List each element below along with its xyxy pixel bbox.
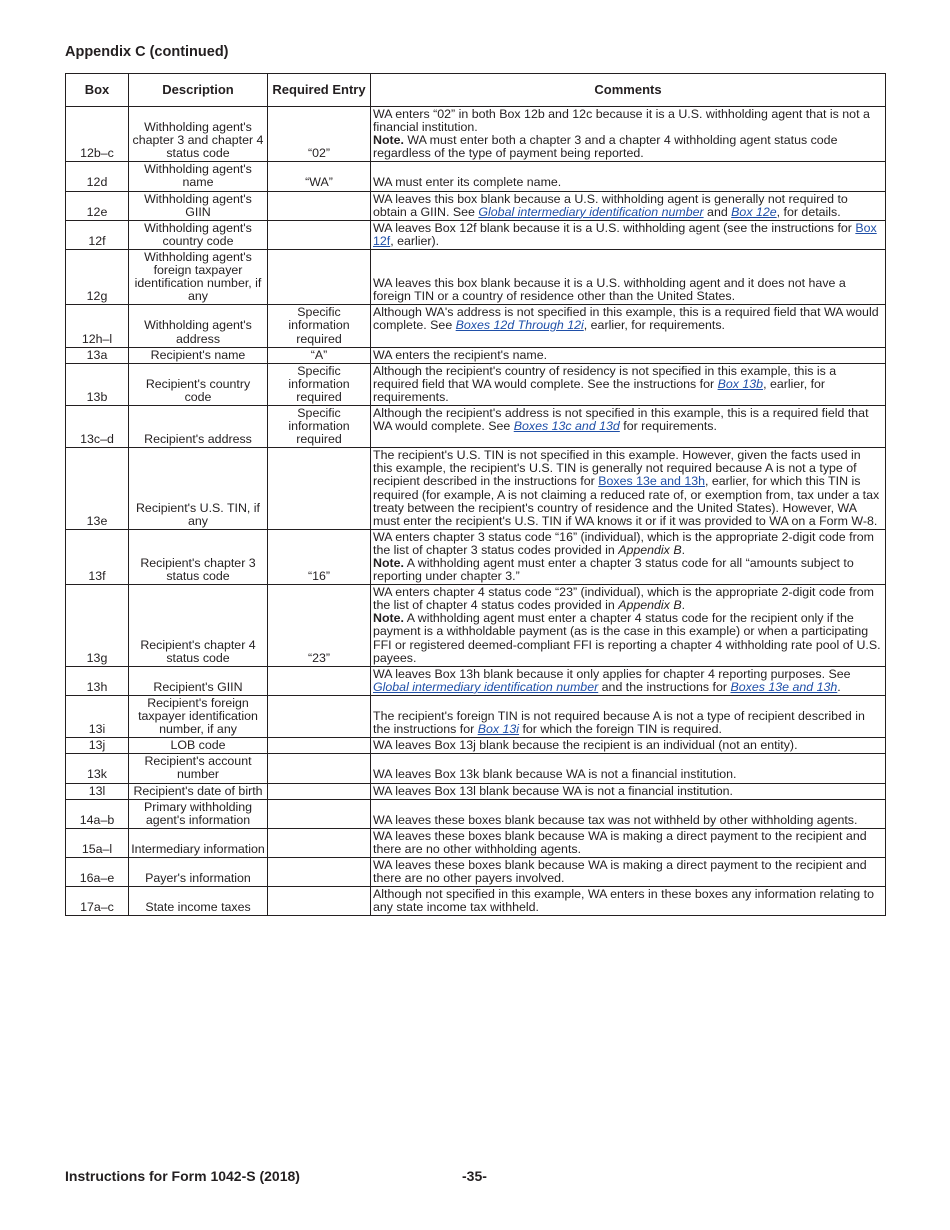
comment-text: WA leaves Box 13k blank because WA is not a financial institution. bbox=[373, 767, 737, 782]
description-cell: Recipient's account number bbox=[129, 754, 268, 783]
comment-cell bbox=[371, 347, 886, 363]
table-row bbox=[66, 220, 886, 249]
box-cell: 12g bbox=[66, 249, 129, 304]
comment-cell bbox=[371, 220, 886, 249]
required-entry-cell bbox=[268, 799, 371, 828]
comment-text: , earlier, for requirements. bbox=[583, 318, 725, 333]
description-cell: Recipient's country code bbox=[129, 363, 268, 405]
comment-cell bbox=[371, 585, 886, 667]
comment-text: WA enters the recipient's name. bbox=[373, 347, 548, 362]
comment-cell bbox=[371, 363, 886, 405]
box-cell: 16a–e bbox=[66, 857, 129, 886]
comment-text: WA leaves these boxes blank because WA is making a direct payment to the recipient and there are no other payers involved. bbox=[373, 857, 867, 886]
comment-text: WA must enter its complete name. bbox=[373, 175, 562, 190]
required-entry-cell: Specific information required bbox=[268, 305, 371, 347]
required-entry-cell bbox=[268, 754, 371, 783]
comment-text: Appendix B bbox=[618, 542, 682, 557]
comment-text: WA enters chapter 3 status code “16” (individual), which is the appropriate 2-digit code from the list of chapter 3 status codes provided in bbox=[373, 529, 874, 557]
table-row bbox=[66, 305, 886, 347]
box-cell: 13k bbox=[66, 754, 129, 783]
description-cell: Recipient's name bbox=[129, 347, 268, 363]
comment-cell bbox=[371, 799, 886, 828]
comment-text: . bbox=[681, 542, 686, 557]
comment-cell bbox=[371, 305, 886, 347]
cross-reference-link[interactable]: Box 12f bbox=[373, 220, 877, 248]
comment-cell bbox=[371, 529, 886, 584]
comment-text: WA leaves Box 12f blank because it is a U.S. withholding agent (see the instructions for bbox=[373, 220, 856, 235]
description-cell: Recipient's date of birth bbox=[129, 783, 268, 799]
required-entry-cell: Specific information required bbox=[268, 363, 371, 405]
required-entry-cell bbox=[268, 828, 371, 857]
comment-text: WA leaves Box 13h blank because it only applies for chapter 4 reporting purposes. See bbox=[373, 666, 851, 681]
table-row bbox=[66, 666, 886, 695]
table-row bbox=[66, 738, 886, 754]
required-entry-cell: “02” bbox=[268, 107, 371, 162]
table-row bbox=[66, 754, 886, 783]
required-entry-cell: Specific information required bbox=[268, 405, 371, 447]
box-cell: 13g bbox=[66, 585, 129, 667]
comment-text: and bbox=[703, 204, 732, 219]
description-cell: Withholding agent's chapter 3 and chapter 4 status code bbox=[129, 107, 268, 162]
comment-cell bbox=[371, 695, 886, 737]
required-entry-cell bbox=[268, 249, 371, 304]
required-entry-cell bbox=[268, 666, 371, 695]
description-cell: Withholding agent's GIIN bbox=[129, 191, 268, 220]
note-label: Note. bbox=[373, 611, 404, 626]
description-cell: Withholding agent's name bbox=[129, 162, 268, 191]
description-cell: Recipient's U.S. TIN, if any bbox=[129, 448, 268, 530]
table-row bbox=[66, 191, 886, 220]
box-cell: 13j bbox=[66, 738, 129, 754]
table-row bbox=[66, 405, 886, 447]
cross-reference-link[interactable]: Boxes 12d Through 12i bbox=[455, 318, 584, 333]
description-cell: Payer's information bbox=[129, 857, 268, 886]
comment-text: Although the recipient's address is not specified in this example, this is a required field that WA would complete. See bbox=[373, 405, 869, 434]
table-row bbox=[66, 799, 886, 828]
comment-text: WA enters “02” in both Box 12b and 12c because it is a U.S. withholding agent that is not a financial institution. bbox=[373, 107, 870, 135]
table-row bbox=[66, 887, 886, 916]
comment-text: , earlier). bbox=[390, 233, 440, 248]
comment-cell bbox=[371, 107, 886, 162]
description-cell: Withholding agent's country code bbox=[129, 220, 268, 249]
table-row bbox=[66, 363, 886, 405]
appendix-c-table bbox=[65, 73, 886, 916]
table-row bbox=[66, 857, 886, 886]
comment-text: Although not specified in this example, WA enters in these boxes any information relating to any state income tax withheld. bbox=[373, 887, 874, 915]
box-cell: 14a–b bbox=[66, 799, 129, 828]
comment-text: WA leaves Box 13l blank because WA is not a financial institution. bbox=[373, 783, 733, 798]
box-cell: 13f bbox=[66, 529, 129, 584]
cross-reference-link[interactable]: Box 13i bbox=[477, 722, 520, 737]
required-entry-cell bbox=[268, 857, 371, 886]
comment-text: , earlier, for which this TIN is required (for example, A is not claiming a reduced rate of, or exemption from, tax under a tax treaty between the recipient's country of residence and the United States). However, WA must enter the recipient's U.S. TIN if WA knows it or if it was provided to WA on a Form W-8. bbox=[373, 474, 880, 528]
comment-cell bbox=[371, 738, 886, 754]
description-cell: Withholding agent's foreign taxpayer identification number, if any bbox=[129, 249, 268, 304]
description-cell: Recipient's GIIN bbox=[129, 666, 268, 695]
comment-text: WA leaves these boxes blank because WA is making a direct payment to the recipient and there are no other withholding agents. bbox=[373, 828, 867, 856]
comment-text: Although the recipient's country of residency is not specified in this example, this is a required field that WA would complete. See the instructions for bbox=[373, 363, 837, 391]
description-cell: Recipient's foreign taxpayer identification number, if any bbox=[129, 695, 268, 737]
cross-reference-link[interactable]: Global intermediary identification number bbox=[478, 204, 704, 219]
comment-text: . bbox=[681, 598, 686, 613]
description-cell: Primary withholding agent's information bbox=[129, 799, 268, 828]
box-cell: 13c–d bbox=[66, 405, 129, 447]
required-entry-cell bbox=[268, 738, 371, 754]
footer-title: Instructions for Form 1042-S (2018) bbox=[65, 1168, 300, 1184]
box-cell: 12h–l bbox=[66, 305, 129, 347]
comment-text: The recipient's U.S. TIN is not specified in this example. However, given the facts used in this example, the recipient's U.S. TIN is generally not required because A is not a type of recipient described in the instructions for bbox=[373, 448, 861, 489]
comment-text: . bbox=[837, 679, 841, 694]
cross-reference-link[interactable]: Global intermediary identification number bbox=[373, 679, 599, 694]
comment-cell bbox=[371, 887, 886, 916]
comment-cell bbox=[371, 783, 886, 799]
comment-cell bbox=[371, 405, 886, 447]
comment-text: A withholding agent must enter a chapter 4 status code for the recipient only if the payment is a withholdable payment (as is the case in this example) or when a participating FFI or registered deemed-compliant FFI is reporting a chapter 4 withholding rate pool of U.S. payees. bbox=[373, 611, 881, 665]
comment-text: for requirements. bbox=[619, 419, 717, 434]
note-label: Note. bbox=[373, 556, 404, 570]
page-heading: Appendix C (continued) bbox=[65, 44, 229, 60]
page-number: -35- bbox=[462, 1168, 487, 1184]
table-row bbox=[66, 448, 886, 530]
box-cell: 13a bbox=[66, 347, 129, 363]
header-description: Description bbox=[129, 74, 268, 107]
cross-reference-link[interactable]: Boxes 13e and 13h bbox=[598, 474, 706, 489]
required-entry-cell: “23” bbox=[268, 585, 371, 667]
comment-text: A withholding agent must enter a chapter 3 status code for all “amounts subject to reporting under chapter 3.” bbox=[373, 556, 854, 584]
table-row bbox=[66, 783, 886, 799]
box-cell: 17a–c bbox=[66, 887, 129, 916]
box-cell: 12f bbox=[66, 220, 129, 249]
table-row bbox=[66, 585, 886, 667]
note-label: Note. bbox=[373, 133, 404, 148]
description-cell: Recipient's chapter 4 status code bbox=[129, 585, 268, 667]
comment-cell bbox=[371, 828, 886, 857]
cross-reference-link[interactable]: Box 12e bbox=[731, 204, 777, 219]
box-cell: 13e bbox=[66, 448, 129, 530]
comment-cell bbox=[371, 162, 886, 191]
comment-text: , earlier, for requirements. bbox=[373, 376, 826, 404]
comment-cell bbox=[371, 666, 886, 695]
table-row bbox=[66, 162, 886, 191]
table-row bbox=[66, 828, 886, 857]
required-entry-cell bbox=[268, 220, 371, 249]
comment-cell bbox=[371, 857, 886, 886]
cross-reference-link[interactable]: Box 13b bbox=[717, 376, 764, 391]
comment-text: for which the foreign TIN is required. bbox=[519, 722, 722, 737]
comment-cell bbox=[371, 191, 886, 220]
box-cell: 15a–l bbox=[66, 828, 129, 857]
description-cell: Recipient's address bbox=[129, 405, 268, 447]
box-cell: 13i bbox=[66, 695, 129, 737]
comment-text: WA leaves these boxes blank because tax was not withheld by other withholding agents. bbox=[373, 812, 858, 827]
comment-text: and the instructions for bbox=[598, 679, 731, 694]
header-box: Box bbox=[66, 74, 129, 107]
cross-reference-link[interactable]: Boxes 13e and 13h bbox=[730, 679, 838, 694]
comment-cell bbox=[371, 448, 886, 530]
table-row bbox=[66, 107, 886, 162]
required-entry-cell bbox=[268, 695, 371, 737]
table-row bbox=[66, 249, 886, 304]
table-row bbox=[66, 529, 886, 584]
box-cell: 12b–c bbox=[66, 107, 129, 162]
required-entry-cell: “WA” bbox=[268, 162, 371, 191]
box-cell: 13h bbox=[66, 666, 129, 695]
box-cell: 12e bbox=[66, 191, 129, 220]
table-row bbox=[66, 695, 886, 737]
required-entry-cell bbox=[268, 191, 371, 220]
comment-text: WA leaves Box 13j blank because the recipient is an individual (not an entity). bbox=[373, 738, 798, 753]
description-cell: LOB code bbox=[129, 738, 268, 754]
header-comments: Comments bbox=[371, 74, 886, 107]
comment-text: Although WA's address is not specified in this example, this is a required field that WA would complete. See bbox=[373, 305, 879, 333]
required-entry-cell bbox=[268, 783, 371, 799]
table-body bbox=[66, 107, 886, 916]
box-cell: 12d bbox=[66, 162, 129, 191]
description-cell: State income taxes bbox=[129, 887, 268, 916]
comment-text: , for details. bbox=[776, 204, 841, 219]
table-row bbox=[66, 347, 886, 363]
comment-text: WA must enter both a chapter 3 and a chapter 4 withholding agent status code regardless of the type of payment being reported. bbox=[373, 133, 838, 161]
box-cell: 13l bbox=[66, 783, 129, 799]
cross-reference-link[interactable]: Boxes 13c and 13d bbox=[513, 419, 620, 434]
table-header-row bbox=[66, 74, 886, 107]
required-entry-cell bbox=[268, 448, 371, 530]
header-required-entry: Required Entry bbox=[268, 74, 371, 107]
required-entry-cell: “A” bbox=[268, 347, 371, 363]
required-entry-cell: “16” bbox=[268, 529, 371, 584]
comment-cell bbox=[371, 249, 886, 304]
comment-text: The recipient's foreign TIN is not required because A is not a type of recipient described in the instructions for bbox=[373, 709, 865, 737]
box-cell: 13b bbox=[66, 363, 129, 405]
comment-text: WA leaves this box blank because a U.S. withholding agent is generally not required to obtain a GIIN. See bbox=[373, 191, 848, 219]
description-cell: Withholding agent's address bbox=[129, 305, 268, 347]
description-cell: Intermediary information bbox=[129, 828, 268, 857]
comment-text: WA leaves this box blank because it is a U.S. withholding agent and it does not have a foreign TIN or a country of residence other than the United States. bbox=[373, 276, 846, 304]
required-entry-cell bbox=[268, 887, 371, 916]
comment-text: WA enters chapter 4 status code “23” (individual), which is the appropriate 2-digit code from the list of chapter 4 status codes provided in bbox=[373, 585, 874, 613]
description-cell: Recipient's chapter 3 status code bbox=[129, 529, 268, 584]
comment-cell bbox=[371, 754, 886, 783]
comment-text: Appendix B bbox=[618, 598, 682, 613]
